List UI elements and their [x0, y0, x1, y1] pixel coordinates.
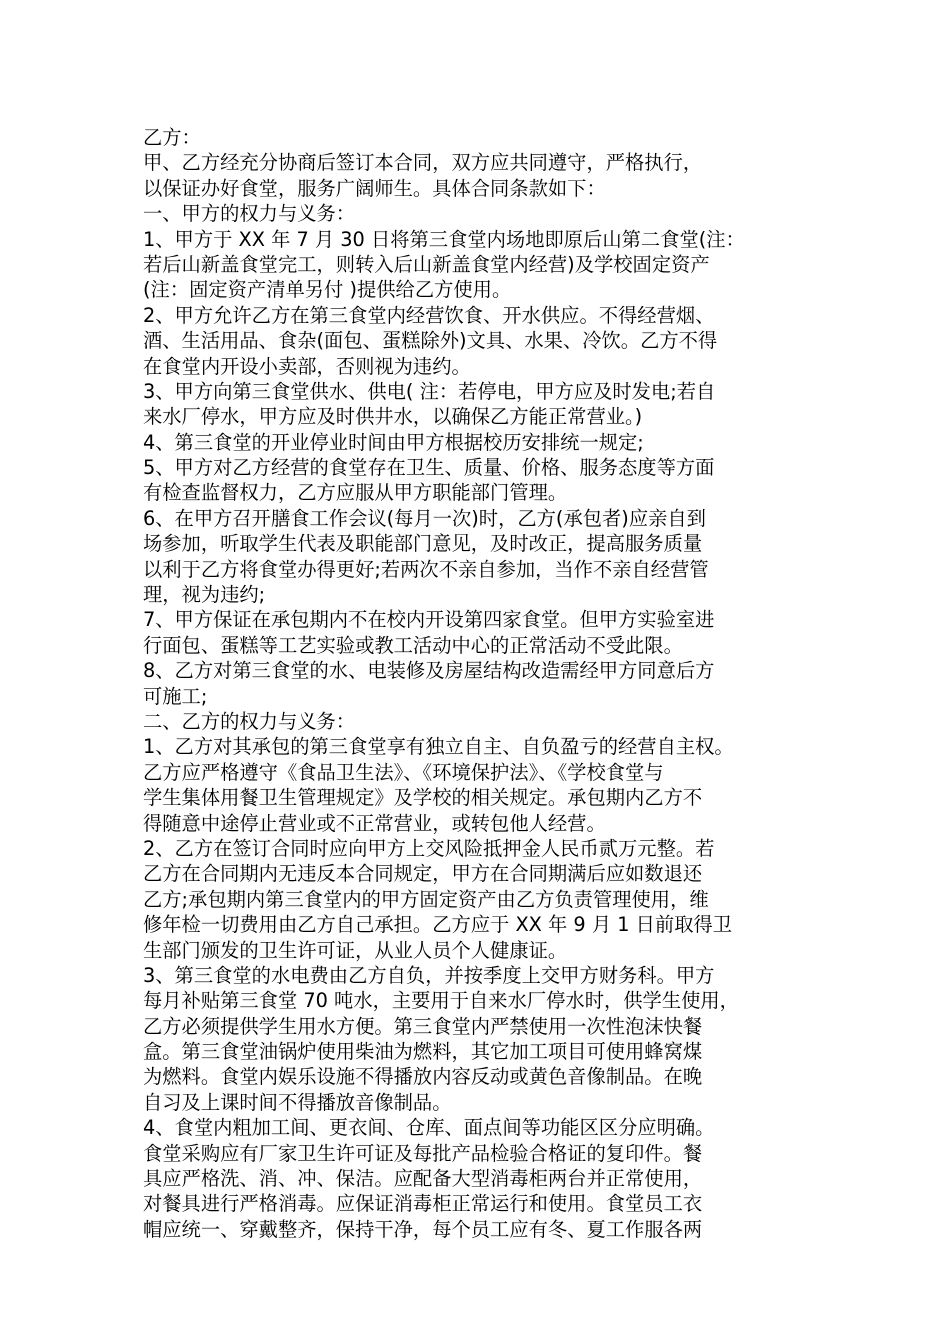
clause-a2-line-2: 酒、生活用品、食杂(面包、蛋糕除外)文具、水果、冷饮。乙方不得 [143, 329, 718, 353]
clause-a8-line-2: 可施工; [143, 684, 208, 708]
clause-b4-line-3: 具应严格洗、消、冲、保洁。应配备大型消毒柜两台并正常使用， [143, 1167, 703, 1191]
clause-b2-line-5: 生部门颁发的卫生许可证，从业人员个人健康证。 [143, 938, 568, 962]
clause-b3-line-4: 盒。第三食堂油锅炉使用柴油为燃料，其它加工项目可使用蜂窝煤 [143, 1040, 703, 1064]
clause-a4-line-1: 4、第三食堂的开业停业时间由甲方根据校历安排统一规定; [143, 430, 644, 454]
section-heading-party-b: 二、乙方的权力与义务： [143, 709, 356, 733]
clause-b4-line-5: 帽应统一、穿戴整齐，保持干净，每个员工应有冬、夏工作服各两 [143, 1217, 703, 1241]
clause-a5-line-2: 有检查监督权力，乙方应服从甲方职能部门管理。 [143, 481, 568, 505]
clause-b1-line-1: 1、乙方对其承包的第三食堂享有独立自主、自负盈亏的经营自主权。 [143, 735, 734, 759]
line-intro-1: 甲、乙方经充分协商后签订本合同，双方应共同遵守，严格执行， [143, 151, 703, 175]
clause-b2-line-3: 乙方;承包期内第三食堂内的甲方固定资产由乙方负责管理使用，维 [143, 887, 709, 911]
contract-text [143, 125, 813, 1242]
line-intro-2: 以保证办好食堂，服务广阔师生。具体合同条款如下： [143, 176, 606, 200]
clause-a6-line-1: 6、在甲方召开膳食工作会议(每月一次)时，乙方(承包者)应亲自到 [143, 506, 706, 530]
clause-a5-line-1: 5、甲方对乙方经营的食堂存在卫生、质量、价格、服务态度等方面 [143, 456, 715, 480]
clause-a1-line-3: (注：固定资产清单另付 )提供给乙方使用。 [143, 278, 512, 302]
clause-a1-line-2: 若后山新盖食堂完工，则转入后山新盖食堂内经营)及学校固定资产 [143, 252, 710, 276]
clause-b3-line-1: 3、第三食堂的水电费由乙方自负，并按季度上交甲方财务科。甲方 [143, 963, 715, 987]
clause-a3-line-2: 来水厂停水，甲方应及时供井水，以确保乙方能正常营业。) [143, 405, 643, 429]
clause-a3-line-1: 3、甲方向第三食堂供水、供电( 注：若停电，甲方应及时发电;若自 [143, 379, 716, 403]
clause-a2-line-3: 在食堂内开设小卖部，否则视为违约。 [143, 354, 471, 378]
clause-b2-line-1: 2、乙方在签订合同时应向甲方上交风险抵押金人民币贰万元整。若 [143, 836, 715, 860]
clause-a7-line-2: 行面包、蛋糕等工艺实验或教工活动中心的正常活动不受此限。 [143, 633, 683, 657]
clause-b2-line-4: 修年检一切费用由乙方自己承担。乙方应于 XX 年 9 月 1 日前取得卫 [143, 913, 733, 937]
clause-a6-line-3: 以利于乙方将食堂办得更好;若两次不亲自参加，当作不亲自经营管 [143, 557, 709, 581]
clause-a2-line-1: 2、甲方允许乙方在第三食堂内经营饮食、开水供应。不得经营烟、 [143, 303, 715, 327]
section-heading-party-a: 一、甲方的权力与义务： [143, 202, 356, 226]
clause-b4-line-1: 4、食堂内粗加工间、更衣间、仓库、面点间等功能区区分应明确。 [143, 1116, 715, 1140]
clause-a6-line-2: 场参加，听取学生代表及职能部门意见，及时改正，提高服务质量 [143, 532, 703, 556]
clause-a1-line-1: 1、甲方于 XX 年 7 月 30 日将第三食堂内场地即原后山第二食堂(注： [143, 227, 745, 251]
line-party-b: 乙方： [143, 126, 201, 149]
clause-b1-line-3: 学生集体用餐卫生管理规定》及学校的相关规定。承包期内乙方不 [143, 786, 703, 810]
clause-b1-line-2: 乙方应严格遵守《食品卫生法》、《环境保护法》、《学校食堂与 [143, 760, 664, 784]
clause-a8-line-1: 8、乙方对第三食堂的水、电装修及房屋结构改造需经甲方同意后方 [143, 659, 715, 683]
clause-b3-line-5: 为燃料。食堂内娱乐设施不得播放内容反动或黄色音像制品。在晚 [143, 1065, 703, 1089]
clause-b3-line-6: 自习及上课时间不得播放音像制品。 [143, 1090, 452, 1114]
clause-b1-line-4: 得随意中途停止营业或不正常营业，或转包他人经营。 [143, 811, 606, 835]
clause-b2-line-2: 乙方在合同期内无违反本合同规定，甲方在合同期满后应如数退还 [143, 862, 703, 886]
clause-b4-line-4: 对餐具进行严格消毒。应保证消毒柜正常运行和使用。食堂员工衣 [143, 1192, 703, 1216]
clause-b3-line-2: 每月补贴第三食堂 70 吨水，主要用于自来水厂停水时，供学生使用， [143, 989, 739, 1013]
clause-a6-line-4: 理，视为违约; [143, 583, 266, 607]
clause-b3-line-3: 乙方必须提供学生用水方便。第三食堂内严禁使用一次性泡沫快餐 [143, 1014, 703, 1038]
clause-b4-line-2: 食堂采购应有厂家卫生许可证及每批产品检验合格证的复印件。餐 [143, 1141, 703, 1165]
clause-a7-line-1: 7、甲方保证在承包期内不在校内开设第四家食堂。但甲方实验室进 [143, 608, 715, 632]
